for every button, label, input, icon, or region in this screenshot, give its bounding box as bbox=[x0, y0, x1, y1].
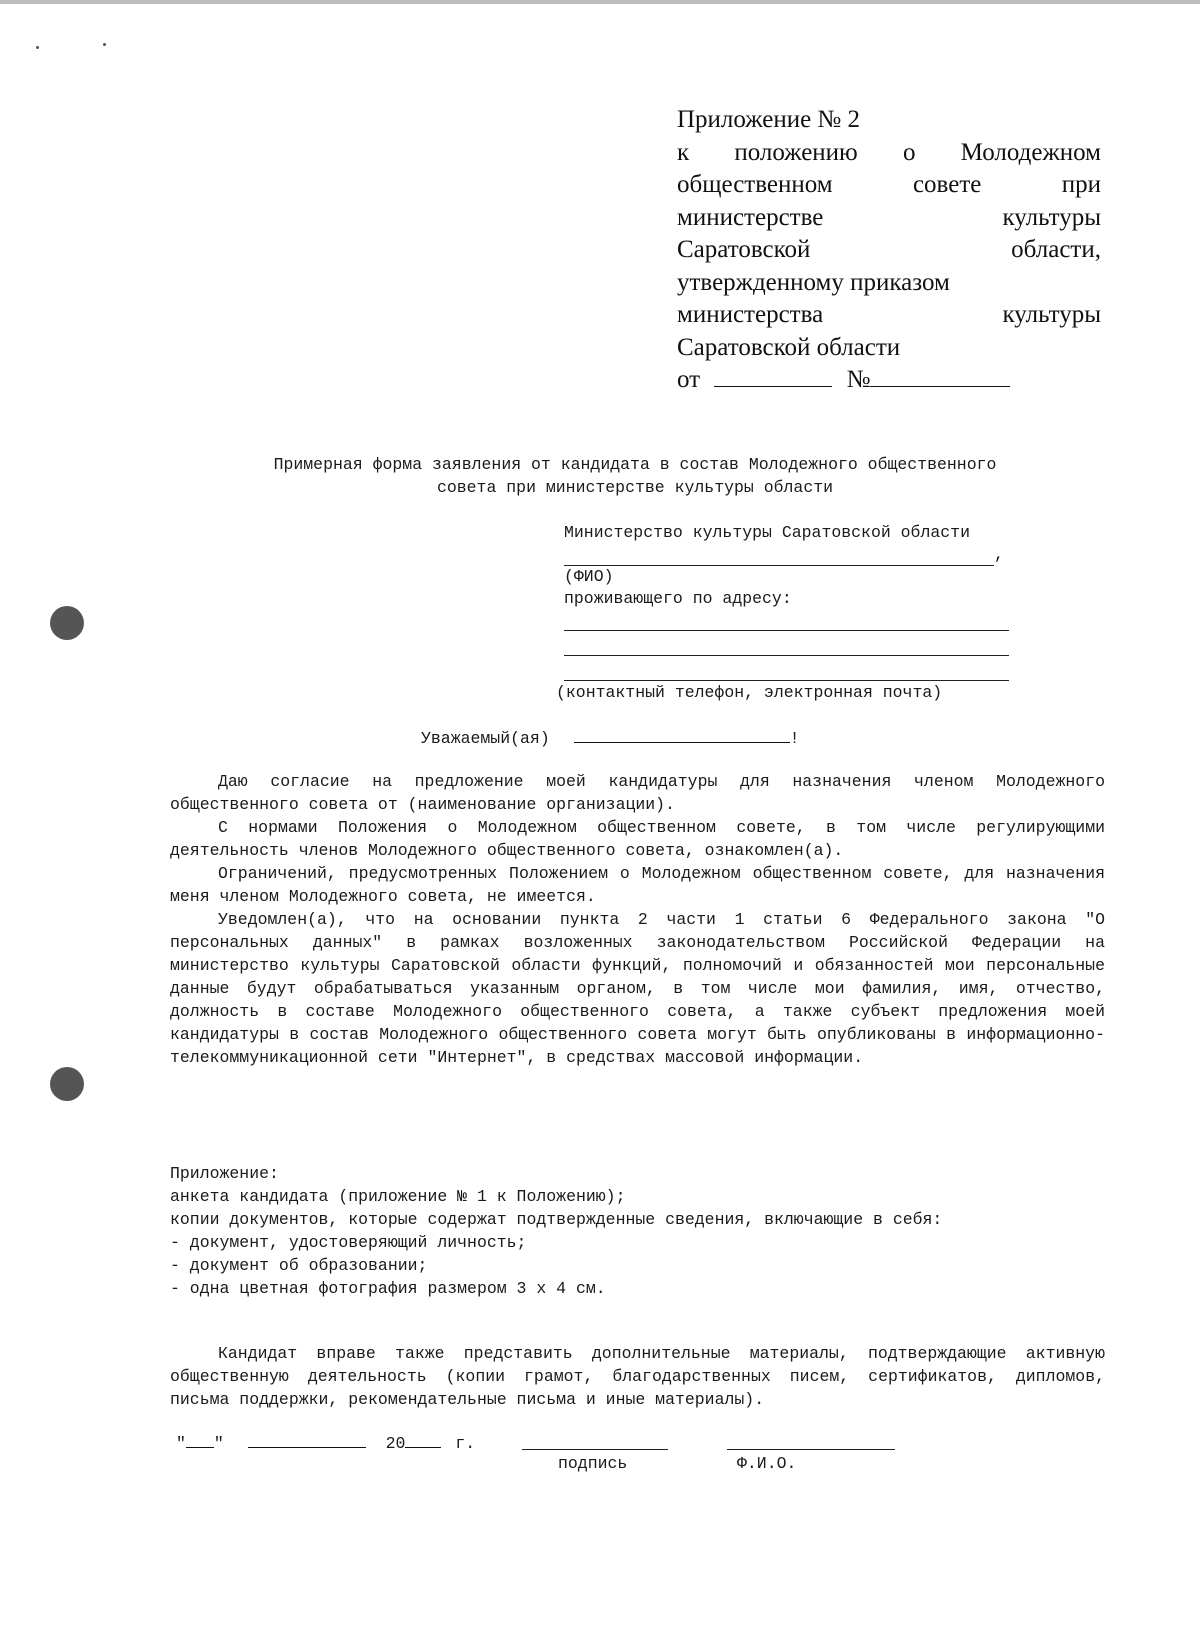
greeting-end: ! bbox=[789, 729, 800, 748]
fio-comma: , bbox=[994, 545, 1004, 564]
fio-underline bbox=[564, 547, 994, 566]
paragraph: Ограничений, предусмотренных Положением о Молодежном общественном совете, для назначения меня членом Молодежного совета, не имеется. bbox=[170, 864, 1105, 906]
appendix-line: Саратовской области, bbox=[677, 236, 1101, 263]
paragraph: Даю согласие на предложение моей кандидатуры для назначения членом Молодежного общественного совета от (наименование организации). bbox=[170, 772, 1105, 814]
paragraph: Уведомлен(а), что на основании пункта 2 части 1 статьи 6 Федерального закона "О персональных данных" в рамках возложенных законодательством Российской Федерации на министерство культуры Саратовской области функций, полномочий и обязанностей мои персональные данные будут обрабатываться указанным органом, в том числе мои фамилия, имя, отчество, должность в составе Молодежного общественного совета, а также субъект предложения моей кандидатуры в состав Молодежного общественного совета могут быть опубликованы в информационно-телекоммуникационной сети "Интернет", в средствах массовой информации. bbox=[170, 910, 1105, 1067]
greeting-text: Уважаемый(ая) bbox=[421, 729, 550, 748]
paragraph: Кандидат вправе также представить дополнительные материалы, подтверждающие активную общественную деятельность (копии грамот, благодарственных писем, сертификатов, дипломов, письма поддержки, рекомендательные письма и иные материалы). bbox=[170, 1344, 1105, 1409]
annex-item: копии документов, которые содержат подтвержденные сведения, включающие в себя: bbox=[170, 1210, 943, 1229]
residing-label: проживающего по адресу: bbox=[564, 589, 792, 608]
appendix-line: министерстве культуры bbox=[677, 203, 1101, 231]
annex-subitem: - документ, удостоверяющий личность; bbox=[170, 1233, 527, 1252]
punch-hole bbox=[50, 1067, 84, 1101]
appendix-header bbox=[677, 104, 1101, 397]
signature-label: подпись bbox=[558, 1454, 628, 1473]
year-suffix: г. bbox=[455, 1434, 476, 1453]
year-blank bbox=[405, 1433, 441, 1448]
address-line bbox=[564, 662, 1009, 681]
year-prefix: 20 bbox=[385, 1434, 406, 1453]
ministry-name: Министерство культуры Саратовской области bbox=[564, 523, 970, 542]
appendix-line: утвержденному приказом bbox=[677, 268, 950, 296]
date-field bbox=[176, 1433, 916, 1477]
number-label: № bbox=[846, 366, 871, 393]
appendix-line: Приложение № 2 bbox=[677, 106, 861, 133]
annex-item: анкета кандидата (приложение № 1 к Положению); bbox=[170, 1187, 626, 1206]
greeting bbox=[421, 728, 800, 748]
fio-field bbox=[564, 544, 1034, 566]
scan-speck bbox=[36, 46, 39, 49]
addressee-block bbox=[564, 522, 1034, 681]
appendix-line: Саратовской области bbox=[677, 333, 901, 361]
from-label: от bbox=[677, 366, 701, 393]
form-title-line: совета при министерстве культуры области bbox=[436, 478, 834, 497]
form-title-line: Примерная форма заявления от кандидата в состав Молодежного общественного bbox=[273, 455, 997, 474]
form-title bbox=[180, 453, 1090, 499]
signature-line bbox=[522, 1449, 668, 1450]
appendix-line: к положению о Молодежном bbox=[677, 138, 1101, 166]
annex-heading: Приложение: bbox=[170, 1164, 279, 1183]
statement-body bbox=[170, 770, 1105, 1069]
quote-close: " bbox=[213, 1434, 224, 1453]
contacts-hint: (контактный телефон, электронная почта) bbox=[556, 683, 943, 702]
fio-label: Ф.И.О. bbox=[737, 1454, 797, 1473]
appendix-date-number bbox=[677, 364, 1101, 397]
punch-hole bbox=[50, 606, 84, 640]
scan-top-edge bbox=[0, 0, 1200, 4]
date-blank bbox=[714, 364, 832, 387]
appendix-line: общественном совете при bbox=[677, 171, 1101, 198]
paragraph: С нормами Положения о Молодежном общественном совете, в том числе регулирующими деятельность членов Молодежного общественного совета, ознакомлен(а). bbox=[170, 818, 1105, 860]
number-blank bbox=[870, 364, 1010, 387]
annex-subitem: - одна цветная фотография размером 3 х 4 см. bbox=[170, 1279, 606, 1298]
fio-hint: (ФИО) bbox=[564, 567, 614, 586]
day-blank bbox=[186, 1433, 214, 1448]
annex-subitem: - документ об образовании; bbox=[170, 1256, 428, 1275]
address-line bbox=[564, 637, 1009, 656]
additional-materials bbox=[170, 1342, 1105, 1411]
address-line bbox=[564, 612, 1009, 631]
scan-speck bbox=[103, 43, 106, 46]
annex-list bbox=[170, 1162, 1070, 1300]
appendix-line: министерства культуры bbox=[677, 301, 1101, 328]
greeting-blank bbox=[574, 728, 790, 743]
month-blank bbox=[248, 1433, 366, 1448]
fio-signature-line bbox=[727, 1449, 895, 1450]
quote-open: " bbox=[176, 1434, 186, 1453]
